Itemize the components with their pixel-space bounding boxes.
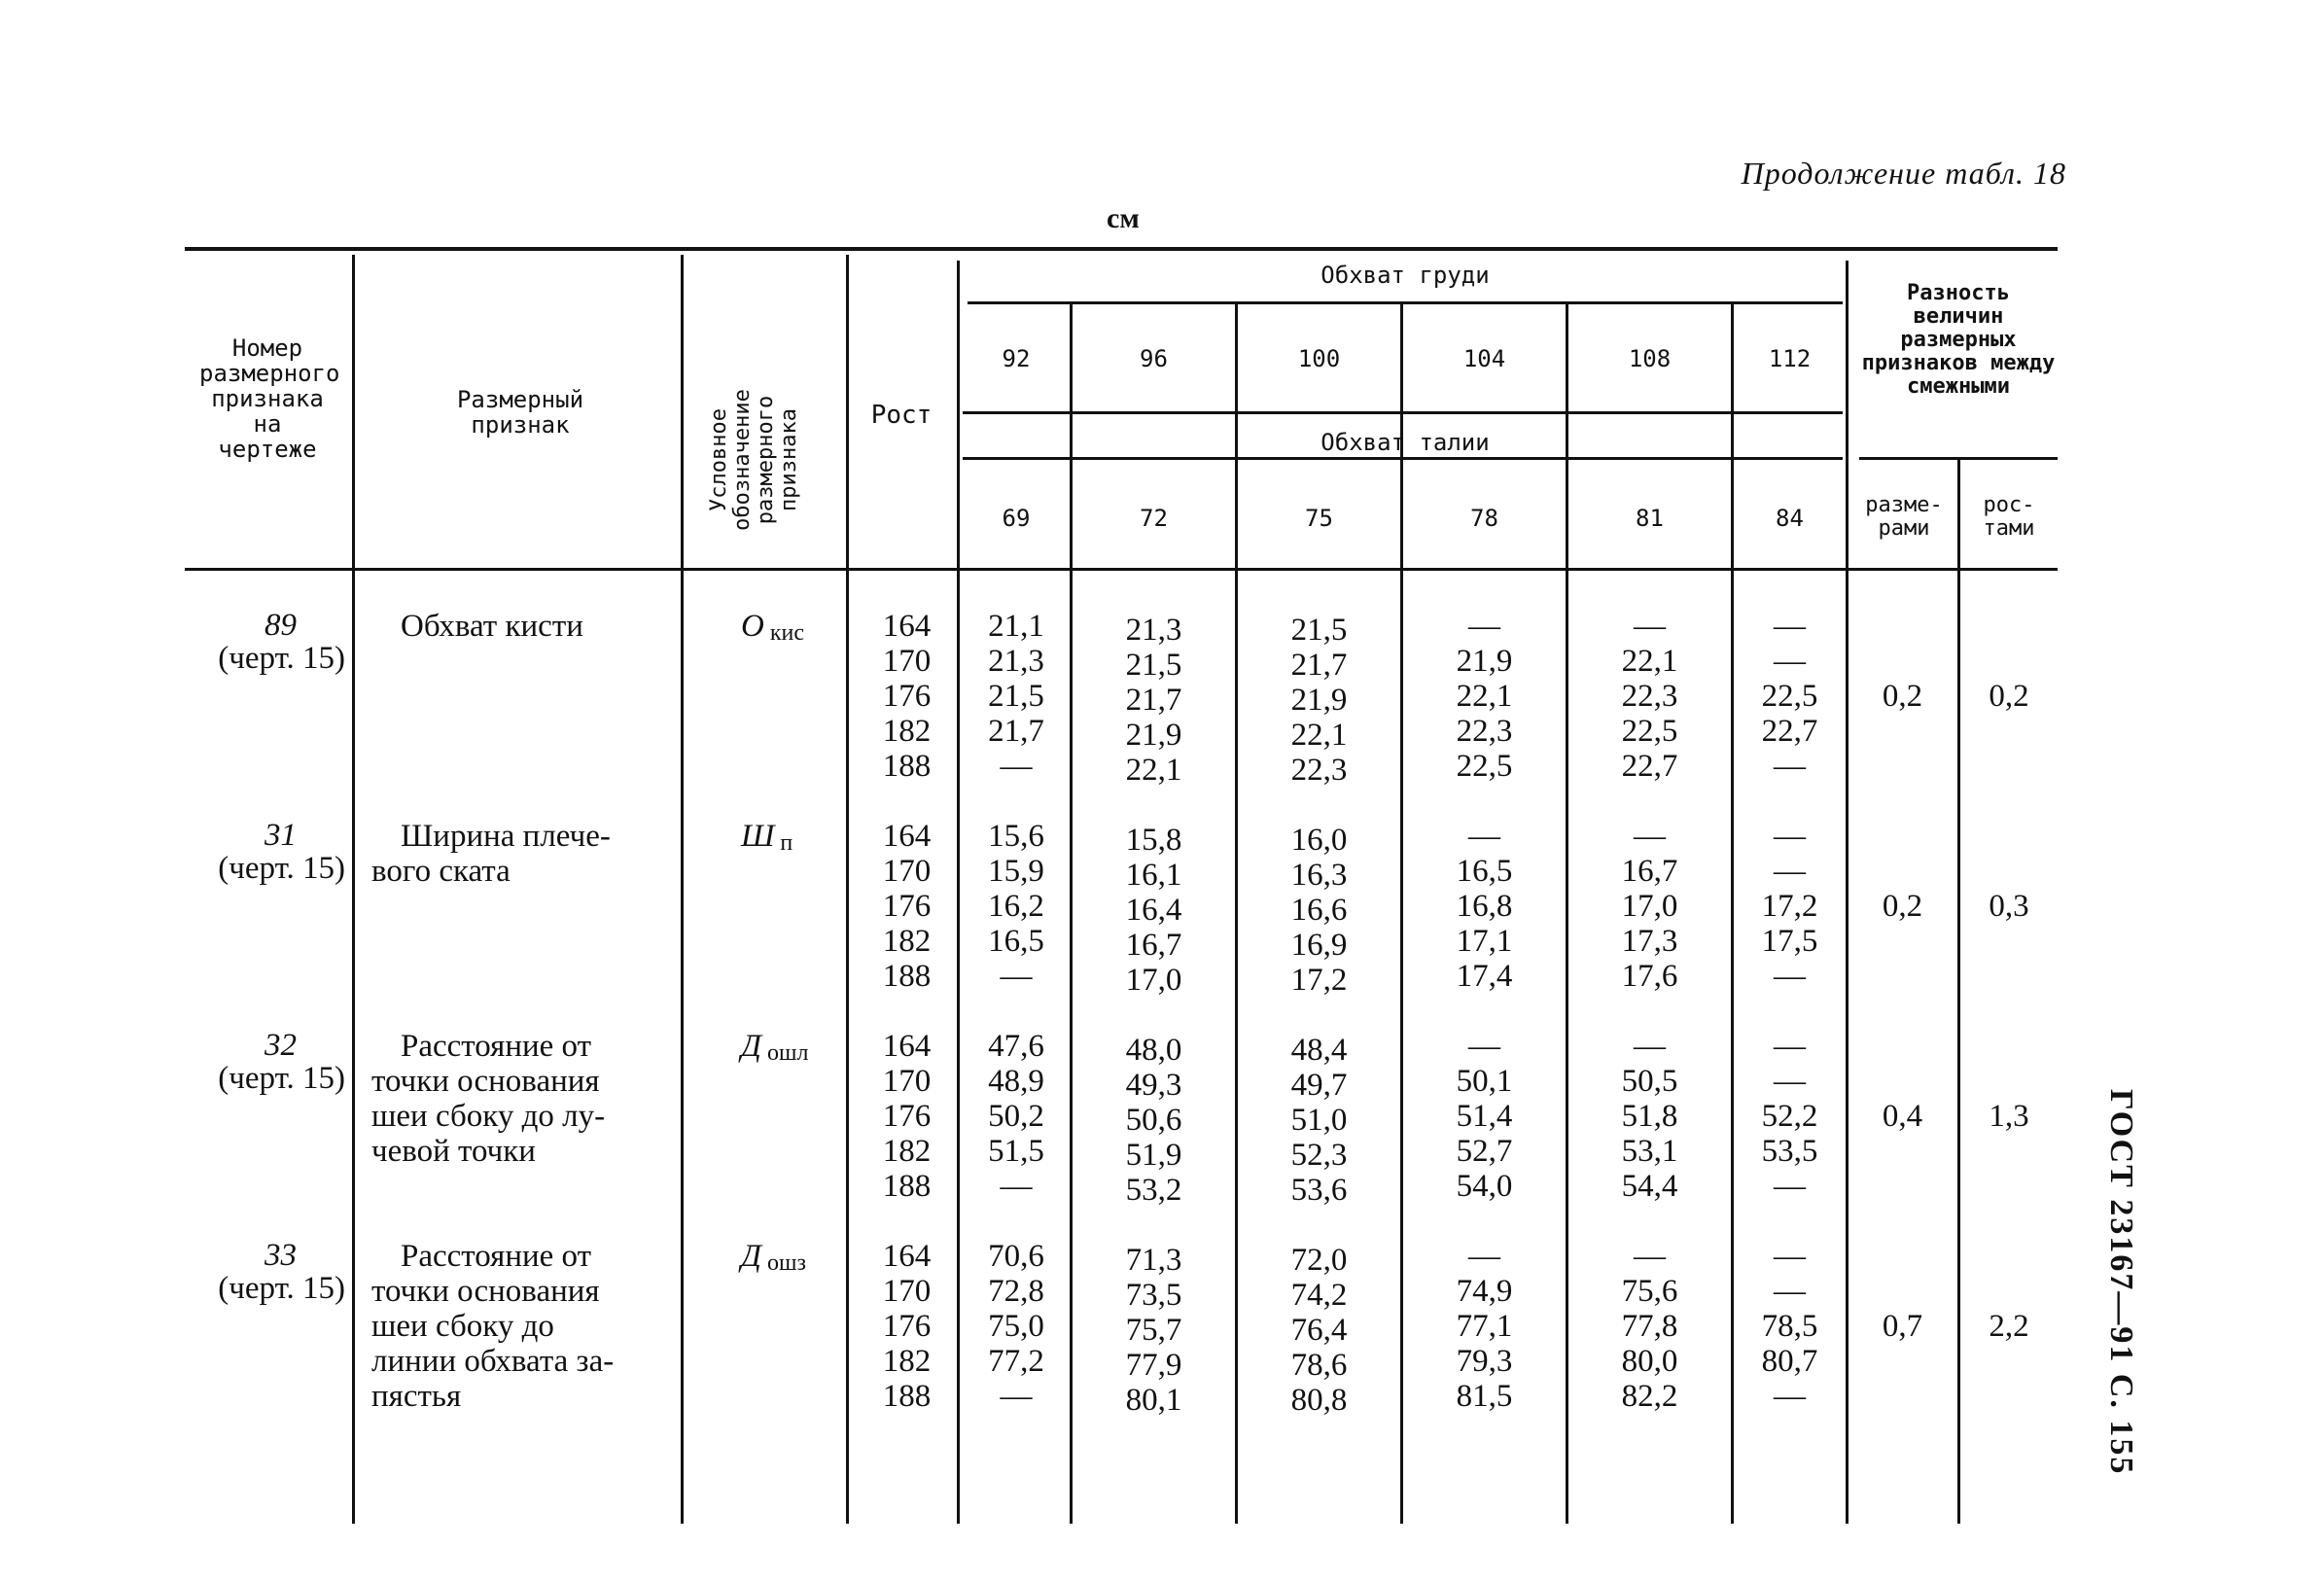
table-cell: —: [1634, 1029, 1666, 1064]
header-symbol: Условное обозначение размерного признака: [707, 389, 801, 531]
table-cell: 22,7: [1621, 749, 1678, 784]
value-column-104: [1403, 1029, 1566, 1204]
table-cell: 72,8: [988, 1274, 1044, 1309]
table-cell: 53,1: [1621, 1134, 1678, 1169]
table-cell: 49,3: [1125, 1068, 1182, 1103]
table-cell: —: [1774, 749, 1806, 784]
value-column-112: [1734, 609, 1846, 784]
table-cell: 21,9: [1290, 683, 1348, 718]
table-cell: 54,0: [1456, 1169, 1513, 1204]
table-cell: 21,9: [1456, 644, 1513, 679]
table-cell: 22,1: [1456, 679, 1513, 714]
height-value: 188: [882, 1169, 932, 1204]
value-column-104: [1403, 609, 1566, 784]
table-cell: 21,1: [988, 609, 1044, 644]
table-cell: 16,5: [988, 924, 1044, 959]
table-cell: 22,1: [1125, 753, 1182, 788]
chest-value-112: 112: [1768, 345, 1812, 372]
table-cell: 22,1: [1621, 644, 1678, 679]
table-cell: 48,9: [988, 1064, 1044, 1099]
feature-line: точки основания: [371, 1274, 600, 1309]
table-cell: 16,2: [988, 889, 1044, 924]
table-cell: 22,3: [1456, 714, 1513, 749]
table-cell: 16,3: [1290, 858, 1348, 893]
divider-diff-sub: [1957, 460, 1960, 1524]
feature-symbol: Ш п: [741, 819, 793, 856]
table-cell: 51,4: [1456, 1099, 1513, 1134]
feature-number: 33: [264, 1238, 297, 1273]
table-cell: 52,2: [1761, 1099, 1818, 1134]
chest-value-100: 100: [1297, 345, 1341, 372]
table-cell: 22,3: [1290, 753, 1348, 788]
value-column-112: [1734, 819, 1846, 994]
header-feature: Размерный признак: [456, 386, 584, 439]
feature-name: [371, 819, 673, 889]
value-column-108: [1568, 1239, 1731, 1414]
table-cell: 17,1: [1456, 924, 1513, 959]
height-values: [870, 1029, 943, 1204]
value-column-96: [1073, 613, 1235, 788]
table-cell: —: [1000, 1169, 1033, 1204]
feature-line: шеи сбоку до лу-: [371, 1099, 606, 1134]
value-column-108: [1568, 819, 1731, 994]
value-column-96: [1073, 1033, 1235, 1208]
waist-value-69: 69: [1002, 505, 1031, 532]
row-number: [185, 1029, 345, 1095]
table-cell: 75,6: [1621, 1274, 1678, 1309]
chest-value-108: 108: [1628, 345, 1672, 372]
table-cell: 17,0: [1621, 889, 1678, 924]
table-cell: 17,5: [1761, 924, 1818, 959]
table-cell: —: [1634, 819, 1666, 854]
feature-line: линии обхвата за-: [371, 1344, 615, 1379]
table-cell: —: [1774, 819, 1806, 854]
value-column-112: [1734, 1029, 1846, 1204]
row-number: [185, 609, 345, 675]
table-cell: 53,2: [1125, 1173, 1182, 1208]
feature-symbol: О кис: [741, 609, 804, 646]
table-cell: 16,5: [1456, 854, 1513, 889]
header-difference: Разность величин размерных признаков между смежными: [1861, 281, 2056, 399]
table-cell: 22,7: [1761, 714, 1818, 749]
table-cell: 50,1: [1456, 1064, 1513, 1099]
table-cell: 51,9: [1125, 1138, 1182, 1173]
diff-heights-value: 1,3: [1989, 1099, 2029, 1134]
height-value: 170: [882, 1274, 932, 1309]
height-value: 188: [882, 1379, 932, 1414]
header-diff-heights: рос-тами: [1983, 493, 2035, 541]
waist-value-72: 72: [1140, 505, 1168, 532]
height-value: 182: [882, 1134, 932, 1169]
height-value: 176: [882, 1309, 932, 1344]
table-cell: 76,4: [1290, 1313, 1348, 1348]
table-cell: 54,4: [1621, 1169, 1678, 1204]
diff-heights-value: 0,3: [1989, 889, 2029, 924]
table-cell: 16,8: [1456, 889, 1513, 924]
height-value: 182: [882, 1344, 932, 1379]
table-cell: 50,5: [1621, 1064, 1678, 1099]
feature-line: чевой точки: [371, 1134, 536, 1169]
table-cell: —: [1468, 1029, 1500, 1064]
diff-heights-value: 2,2: [1989, 1309, 2029, 1344]
table-cell: 48,4: [1290, 1033, 1348, 1068]
header-waist: Обхват талии: [1320, 429, 1490, 456]
table-cell: 21,5: [1290, 613, 1348, 648]
height-value: 170: [882, 644, 932, 679]
value-column-104: [1403, 1239, 1566, 1414]
drawing-reference: (черт. 15): [218, 1061, 345, 1096]
height-value: 164: [882, 819, 932, 854]
value-column-92: [963, 609, 1070, 784]
diff-sizes-value: 0,2: [1882, 889, 1923, 924]
waist-value-78: 78: [1470, 505, 1498, 532]
table-cell: 80,7: [1761, 1344, 1818, 1379]
height-value: 182: [882, 924, 932, 959]
height-value: 182: [882, 714, 932, 749]
table-cell: 70,6: [988, 1239, 1044, 1274]
waist-value-84: 84: [1776, 505, 1804, 532]
table-cell: 80,0: [1621, 1344, 1678, 1379]
row-number: [185, 1239, 345, 1305]
table-cell: 78,6: [1290, 1348, 1348, 1383]
table-cell: 16,6: [1290, 893, 1348, 928]
height-value: 188: [882, 749, 932, 784]
header-bottom-rule: [185, 568, 2058, 571]
drawing-reference: (черт. 15): [218, 851, 345, 886]
drawing-reference: (черт. 15): [218, 1271, 345, 1306]
table-cell: 21,5: [988, 679, 1044, 714]
value-column-108: [1568, 609, 1731, 784]
feature-name: [371, 609, 673, 644]
table-cell: 22,3: [1621, 679, 1678, 714]
table-cell: 50,6: [1125, 1103, 1182, 1138]
table-cell: 51,5: [988, 1134, 1044, 1169]
height-value: 176: [882, 679, 932, 714]
table-cell: 51,8: [1621, 1099, 1678, 1134]
table-cell: 50,2: [988, 1099, 1044, 1134]
table-cell: —: [1774, 1379, 1806, 1414]
table-cell: —: [1774, 644, 1806, 679]
table-cell: 74,9: [1456, 1274, 1513, 1309]
table-cell: —: [1468, 1239, 1500, 1274]
feature-line: шеи сбоку до: [371, 1309, 554, 1344]
table-cell: 53,5: [1761, 1134, 1818, 1169]
table-cell: 16,0: [1290, 823, 1348, 858]
value-column-96: [1073, 823, 1235, 998]
chest-value-104: 104: [1462, 345, 1506, 372]
row-number: [185, 819, 345, 885]
divider-chest: [957, 261, 960, 1524]
table-cell: 16,9: [1290, 928, 1348, 963]
unit-label: см: [1107, 202, 1140, 234]
feature-name: [371, 1239, 673, 1414]
table-cell: 71,3: [1125, 1243, 1182, 1278]
table-cell: 21,7: [988, 714, 1044, 749]
height-value: 170: [882, 854, 932, 889]
table-cell: 21,7: [1125, 683, 1182, 718]
table-cell: 75,0: [988, 1309, 1044, 1344]
divider-symbol: [681, 255, 684, 1524]
table-cell: —: [1774, 609, 1806, 644]
header-number: Номер размерного признака на чертеже: [199, 334, 340, 463]
diff-sizes-value: 0,4: [1882, 1099, 1923, 1134]
table-cell: —: [1774, 854, 1806, 889]
feature-number: 32: [264, 1028, 297, 1063]
table-cell: 73,5: [1125, 1278, 1182, 1313]
height-values: [870, 609, 943, 784]
value-column-92: [963, 819, 1070, 994]
table-cell: —: [1774, 1274, 1806, 1309]
table-cell: —: [1774, 1064, 1806, 1099]
feature-symbol: Д ошз: [741, 1239, 806, 1276]
value-column-104: [1403, 819, 1566, 994]
table-cell: 17,6: [1621, 959, 1678, 994]
table-cell: —: [1000, 749, 1033, 784]
table-cell: —: [1634, 609, 1666, 644]
table-cell: 17,0: [1125, 963, 1182, 998]
value-column-96: [1073, 1243, 1235, 1418]
value-column-100: [1238, 613, 1400, 788]
table-cell: 21,9: [1125, 718, 1182, 753]
divider-height: [846, 255, 849, 1524]
value-column-100: [1238, 823, 1400, 998]
height-value: 164: [882, 609, 932, 644]
table-cell: —: [1000, 959, 1033, 994]
table-cell: 21,3: [988, 644, 1044, 679]
feature-line: Обхват кисти: [401, 609, 583, 644]
table-cell: 79,3: [1456, 1344, 1513, 1379]
table-cell: 22,5: [1621, 714, 1678, 749]
height-value: 164: [882, 1029, 932, 1064]
feature-symbol: Д ошл: [741, 1029, 809, 1066]
table-cell: —: [1774, 1169, 1806, 1204]
table-cell: —: [1634, 1239, 1666, 1274]
table-cell: 17,4: [1456, 959, 1513, 994]
height-value: 164: [882, 1239, 932, 1274]
header-diff-sizes: разме-рами: [1865, 493, 1943, 541]
table-cell: 77,8: [1621, 1309, 1678, 1344]
table-cell: —: [1000, 1379, 1033, 1414]
table-cell: 17,2: [1761, 889, 1818, 924]
table-cell: 81,5: [1456, 1379, 1513, 1414]
table-cell: 22,5: [1456, 749, 1513, 784]
feature-line: пястья: [371, 1379, 462, 1414]
feature-line: Ширина плече-: [401, 819, 611, 854]
height-values: [870, 1239, 943, 1414]
table-cell: —: [1468, 609, 1500, 644]
table-cell: 52,7: [1456, 1134, 1513, 1169]
table-cell: 52,3: [1290, 1138, 1348, 1173]
table-cell: 82,2: [1621, 1379, 1678, 1414]
table-cell: 75,7: [1125, 1313, 1182, 1348]
feature-line: точки основания: [371, 1064, 600, 1099]
table-cell: 51,0: [1290, 1103, 1348, 1138]
diff-heights-value: 0,2: [1989, 679, 2029, 714]
table-cell: 17,3: [1621, 924, 1678, 959]
feature-name: [371, 1029, 673, 1169]
table-cell: 80,8: [1290, 1383, 1348, 1418]
table-cell: 77,9: [1125, 1348, 1182, 1383]
table-cell: 48,0: [1125, 1033, 1182, 1068]
height-values: [870, 819, 943, 994]
table-cell: 15,9: [988, 854, 1044, 889]
value-column-92: [963, 1239, 1070, 1414]
table-cell: —: [1774, 1239, 1806, 1274]
table-cell: 22,5: [1761, 679, 1818, 714]
chest-value-92: 92: [1002, 345, 1031, 372]
table-cell: 22,1: [1290, 718, 1348, 753]
height-value: 176: [882, 1099, 932, 1134]
divider-feature: [352, 255, 355, 1524]
height-value: 170: [882, 1064, 932, 1099]
header-chest: Обхват груди: [1320, 262, 1490, 289]
table-cell: —: [1468, 819, 1500, 854]
value-column-108: [1568, 1029, 1731, 1204]
table-cell: 16,1: [1125, 858, 1182, 893]
value-column-92: [963, 1029, 1070, 1204]
side-page-label: ГОСТ 23167—91 С. 155: [2103, 1089, 2139, 1476]
table-cell: —: [1774, 959, 1806, 994]
table-cell: 49,7: [1290, 1068, 1348, 1103]
chest-value-96: 96: [1140, 345, 1168, 372]
header-height: Рост: [870, 401, 933, 430]
table-cell: 74,2: [1290, 1278, 1348, 1313]
table-cell: 77,1: [1456, 1309, 1513, 1344]
value-column-112: [1734, 1239, 1846, 1414]
table-cell: 16,4: [1125, 893, 1182, 928]
table-cell: 72,0: [1290, 1243, 1348, 1278]
value-column-100: [1238, 1033, 1400, 1208]
table-caption: Продолжение табл. 18: [1741, 156, 2066, 191]
table-cell: 17,2: [1290, 963, 1348, 998]
table-cell: 21,5: [1125, 648, 1182, 683]
diff-sizes-value: 0,7: [1882, 1309, 1923, 1344]
table-cell: 53,6: [1290, 1173, 1348, 1208]
feature-number: 31: [264, 818, 297, 853]
waist-value-75: 75: [1305, 505, 1333, 532]
top-rule: [185, 247, 2058, 251]
table-cell: 77,2: [988, 1344, 1044, 1379]
drawing-reference: (черт. 15): [218, 641, 345, 676]
height-value: 176: [882, 889, 932, 924]
feature-line: Расстояние от: [401, 1239, 592, 1274]
table-cell: —: [1774, 1029, 1806, 1064]
chest-header-rule: [968, 301, 1843, 304]
value-column-100: [1238, 1243, 1400, 1418]
table-cell: 21,3: [1125, 613, 1182, 648]
table-cell: 16,7: [1125, 928, 1182, 963]
feature-number: 89: [264, 608, 297, 643]
table-cell: 15,8: [1125, 823, 1182, 858]
feature-line: вого ската: [371, 854, 511, 889]
table-cell: 80,1: [1125, 1383, 1182, 1418]
waist-value-81: 81: [1636, 505, 1664, 532]
height-value: 188: [882, 959, 932, 994]
table-cell: 16,7: [1621, 854, 1678, 889]
diff-sizes-value: 0,2: [1882, 679, 1923, 714]
table-cell: 78,5: [1761, 1309, 1818, 1344]
table-cell: 47,6: [988, 1029, 1044, 1064]
table-cell: 15,6: [988, 819, 1044, 854]
table-cell: 21,7: [1290, 648, 1348, 683]
feature-line: Расстояние от: [401, 1029, 592, 1064]
